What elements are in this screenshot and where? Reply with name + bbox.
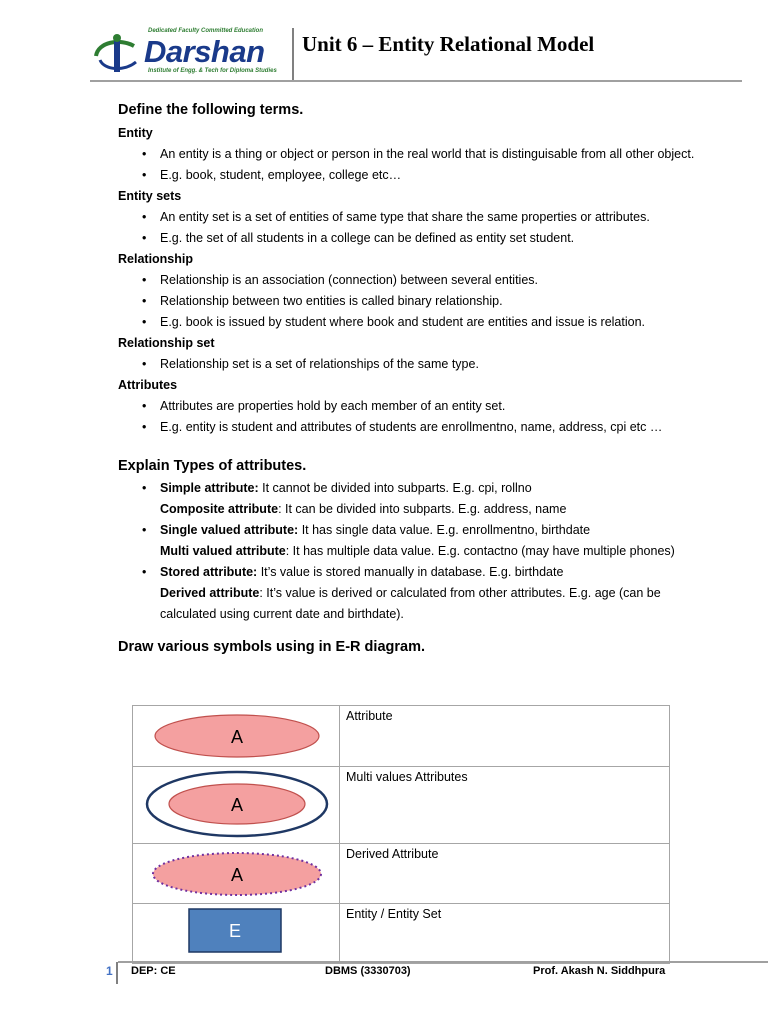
section-heading-er-symbols: Draw various symbols using in E-R diagram.: [118, 639, 425, 655]
list-item: [160, 541, 718, 562]
symbol-cell: [133, 706, 340, 767]
item-label: Derived attribute: [160, 586, 260, 600]
item-label: Simple attribute:: [160, 481, 259, 495]
symbol-description: Attribute: [340, 706, 670, 767]
header-divider-vertical: [292, 28, 294, 80]
entity-points: [118, 144, 718, 186]
item-label: Single valued attribute:: [160, 523, 299, 537]
table-row: [133, 706, 670, 767]
list-item: [160, 478, 718, 499]
entity-sets-points: [118, 207, 718, 249]
logo-subtitle: Institute of Engg. & Tech for Diploma Studies: [148, 68, 277, 74]
table-row: [133, 767, 670, 844]
symbol-description: Multi values Attributes: [340, 767, 670, 844]
list-item: • E.g. book is issued by student where book and student are entities and issue is relation.: [160, 312, 718, 333]
logo-name: Darshan: [144, 34, 265, 69]
entity-symbol: [133, 904, 339, 958]
list-item: • E.g. entity is student and attributes of students are enrollmentno, name, address, cpi etc …: [160, 417, 718, 438]
item-text: : It can be divided into subparts. E.g. address, name: [278, 502, 567, 516]
attributes-points: [118, 396, 718, 438]
list-item: [160, 520, 718, 541]
symbol-letter: E: [228, 921, 242, 941]
symbol-description: Derived Attribute: [340, 844, 670, 904]
page-title: Unit 6 – Entity Relational Model: [302, 32, 595, 56]
list-item: • An entity set is a set of entities of same type that share the same properties or attributes.: [160, 207, 718, 228]
footer-author: Prof. Akash N. Siddhpura: [533, 965, 666, 977]
term-entity: Entity: [118, 126, 153, 140]
list-item: • Relationship between two entities is called binary relationship.: [160, 291, 718, 312]
item-text: It has single data value. E.g. enrollmentno, birthdate: [298, 523, 591, 537]
footer-page-divider: [116, 962, 118, 984]
item-text: : It’s value is derived or calculated from other attributes. E.g. age (can be calculated using current date and birthdate).: [160, 586, 661, 621]
symbol-cell: [133, 844, 340, 904]
list-item: [160, 499, 718, 520]
item-text: It’s value is stored manually in database. E.g. birthdate: [257, 565, 564, 579]
er-symbols-table: [132, 705, 670, 964]
table-row: [133, 904, 670, 964]
symbol-cell: [133, 767, 340, 844]
list-item: [160, 562, 718, 583]
item-text: It cannot be divided into subparts. E.g. cpi, rollno: [258, 481, 532, 495]
list-item: • E.g. book, student, employee, college etc…: [160, 165, 718, 186]
footer-divider: [118, 961, 768, 963]
footer-subject: DBMS (3330703): [325, 965, 411, 977]
table-row: [133, 844, 670, 904]
term-entity-sets: Entity sets: [118, 189, 182, 203]
relationship-set-points: [118, 354, 718, 375]
symbol-description: Entity / Entity Set: [340, 904, 670, 964]
relationship-points: [118, 270, 718, 333]
term-attributes: Attributes: [118, 378, 178, 392]
multivalued-attribute-symbol: [133, 767, 339, 838]
term-relationship-set: Relationship set: [118, 336, 215, 350]
list-item: • Relationship is an association (connection) between several entities.: [160, 270, 718, 291]
logo-mark-icon: [90, 32, 144, 74]
derived-attribute-symbol: [133, 844, 339, 898]
symbol-letter: A: [230, 865, 244, 885]
attribute-types-list: [118, 478, 718, 625]
darshan-logo: [90, 28, 280, 78]
item-label: Multi valued attribute: [160, 544, 286, 558]
symbol-letter: A: [230, 727, 244, 747]
footer-department: DEP: CE: [131, 965, 176, 977]
symbol-cell: [133, 904, 340, 964]
item-label: Stored attribute:: [160, 565, 258, 579]
attribute-symbol: [133, 706, 339, 761]
section-heading-attribute-types: Explain Types of attributes.: [118, 458, 307, 474]
page-number: 1: [106, 964, 113, 978]
section-heading-define-terms: Define the following terms.: [118, 102, 304, 118]
list-item: • Relationship set is a set of relationships of the same type.: [160, 354, 718, 375]
term-relationship: Relationship: [118, 252, 194, 266]
logo-tagline: Dedicated Faculty Committed Education: [148, 28, 264, 34]
list-item: • An entity is a thing or object or person in the real world that is distinguisable from all other object.: [160, 144, 718, 165]
header-divider: [90, 80, 742, 82]
list-item: • E.g. the set of all students in a college can be defined as entity set student.: [160, 228, 718, 249]
symbol-letter: A: [230, 795, 244, 815]
page-header: [0, 0, 768, 84]
item-text: : It has multiple data value. E.g. contactno (may have multiple phones): [285, 544, 675, 558]
item-label: Composite attribute: [160, 502, 279, 516]
list-item: • Attributes are properties hold by each member of an entity set.: [160, 396, 718, 417]
document-body: [118, 100, 718, 657]
list-item: [160, 583, 718, 625]
